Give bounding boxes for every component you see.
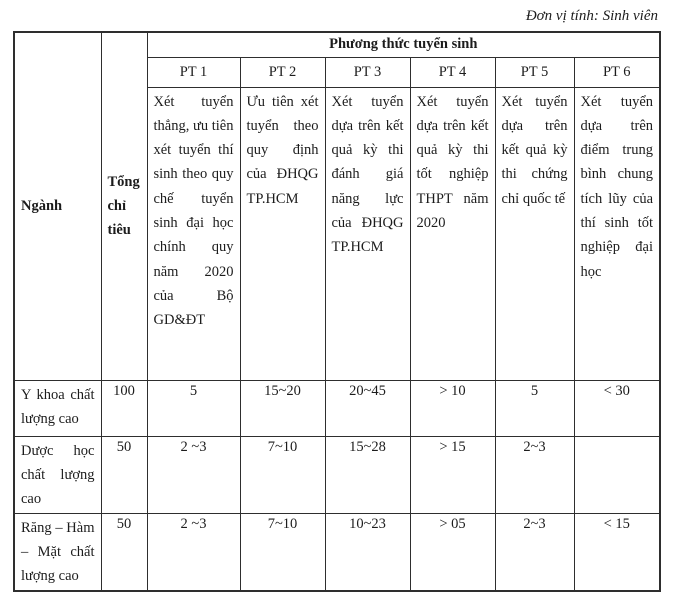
pt5-label: PT 5 (495, 57, 574, 87)
pt5-description: Xét tuyển dựa trên kết quả kỳ thi chứng chỉ quốc tế (495, 87, 574, 380)
row2-pt4: > 15 (410, 436, 495, 513)
table-row (14, 436, 660, 513)
row3-pt5: 2~3 (495, 513, 574, 591)
pt6-label: PT 6 (574, 57, 660, 87)
header-phuong-thuc-tuyen-sinh: Phương thức tuyển sinh (147, 32, 660, 57)
row2-pt5: 2~3 (495, 436, 574, 513)
pt3-description: Xét tuyển dựa trên kết quả kỳ thi đánh giá năng lực của ĐHQG TP.HCM (325, 87, 410, 380)
table-row (14, 380, 660, 436)
row2-pt3: 15~28 (325, 436, 410, 513)
row1-nganh: Y khoa chất lượng cao (14, 380, 101, 436)
row1-pt5: 5 (495, 380, 574, 436)
row3-pt4: > 05 (410, 513, 495, 591)
pt2-description: Ưu tiên xét tuyển theo quy định của ĐHQG TP.HCM (240, 87, 325, 380)
row3-pt6: < 15 (574, 513, 660, 591)
admission-methods-table (13, 31, 661, 592)
header-tong-chi-tieu: Tổng chỉ tiêu (101, 32, 147, 380)
row1-pt1: 5 (147, 380, 240, 436)
row2-pt6 (574, 436, 660, 513)
table-row (14, 513, 660, 591)
pt6-description: Xét tuyển dựa trên điểm trung bình chung tích lũy của thí sinh tốt nghiệp đại học (574, 87, 660, 380)
row2-pt1: 2 ~3 (147, 436, 240, 513)
row3-nganh: Răng – Hàm – Mặt chất lượng cao (14, 513, 101, 591)
row1-pt3: 20~45 (325, 380, 410, 436)
row3-pt2: 7~10 (240, 513, 325, 591)
row1-pt6: < 30 (574, 380, 660, 436)
header-row-group (14, 32, 660, 57)
row2-nganh: Dược học chất lượng cao (14, 436, 101, 513)
row1-pt2: 15~20 (240, 380, 325, 436)
row1-tong: 100 (101, 380, 147, 436)
row3-pt1: 2 ~3 (147, 513, 240, 591)
unit-note: Đơn vị tính: Sinh viên (525, 8, 658, 24)
row1-pt4: > 10 (410, 380, 495, 436)
header-nganh: Ngành (14, 32, 101, 380)
pt1-description: Xét tuyển thẳng, ưu tiên xét tuyển thí sinh theo quy chế tuyển sinh đại học chính quy năm 2020 của Bộ GD&ĐT (147, 87, 240, 380)
pt4-description: Xét tuyển dựa trên kết quả kỳ thi tốt nghiệp THPT năm 2020 (410, 87, 495, 380)
pt4-label: PT 4 (410, 57, 495, 87)
pt3-label: PT 3 (325, 57, 410, 87)
pt1-label: PT 1 (147, 57, 240, 87)
pt2-label: PT 2 (240, 57, 325, 87)
row3-pt3: 10~23 (325, 513, 410, 591)
row2-pt2: 7~10 (240, 436, 325, 513)
row2-tong: 50 (101, 436, 147, 513)
row3-tong: 50 (101, 513, 147, 591)
